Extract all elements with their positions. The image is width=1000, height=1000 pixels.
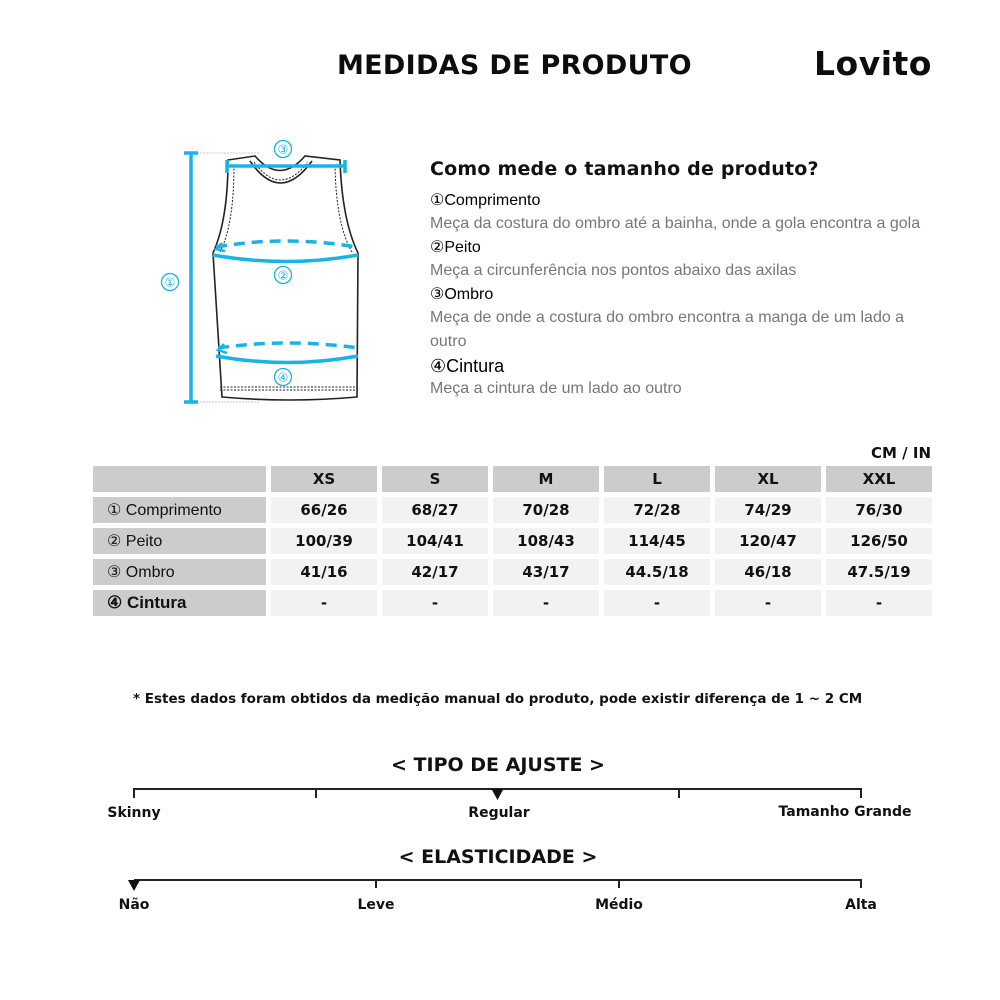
table-cell: - (604, 590, 710, 616)
row-label-length: ① Comprimento (93, 497, 266, 523)
row-label-shoulder: ③ Ombro (93, 559, 266, 585)
table-cell: 70/28 (493, 497, 599, 523)
table-cell: 41/16 (271, 559, 377, 585)
elasticity-pointer-icon (128, 880, 140, 891)
table-cell: - (715, 590, 821, 616)
elasticity-label-light: Leve (357, 897, 395, 913)
table-cell: 43/17 (493, 559, 599, 585)
table-row (93, 497, 932, 523)
how-to-measure-heading: Como mede o tamanho de produto? (430, 158, 819, 180)
marker-2: ② (277, 268, 289, 283)
table-cell: 74/29 (715, 497, 821, 523)
size-header-xl: XL (715, 466, 821, 492)
elasticity-scale-svg (100, 876, 920, 916)
fit-label-large: Tamanho Grande (778, 804, 912, 820)
table-cell: 66/26 (271, 497, 377, 523)
length-measure-line (184, 153, 198, 402)
marker-1: ① (164, 275, 176, 290)
table-cell: 72/28 (604, 497, 710, 523)
measure-label-length: ①Comprimento (430, 192, 541, 209)
table-cell: 47.5/19 (826, 559, 932, 585)
table-cell: 76/30 (826, 497, 932, 523)
elasticity-label-high: Alta (845, 897, 877, 913)
measure-desc-length: Meça da costura do ombro até a bainha, onde a gola encontra a gola (430, 215, 921, 232)
page-title: MEDIDAS DE PRODUTO (337, 50, 692, 81)
row-label-waist: ④ Cintura (93, 590, 266, 616)
table-cell: 126/50 (826, 528, 932, 554)
table-header-row (93, 466, 932, 492)
fit-type-title: < TIPO DE AJUSTE > (391, 754, 605, 776)
table-row (93, 528, 932, 554)
table-cell: 114/45 (604, 528, 710, 554)
tank-top-measurement-diagram (150, 135, 380, 410)
table-cell: - (382, 590, 488, 616)
fit-pointer-icon (492, 789, 504, 800)
size-table (93, 466, 932, 621)
size-header-xxl: XXL (826, 466, 932, 492)
table-cell: 108/43 (493, 528, 599, 554)
size-header-l: L (604, 466, 710, 492)
table-cell: 120/47 (715, 528, 821, 554)
table-cell: 42/17 (382, 559, 488, 585)
measure-label-shoulder: ③Ombro (430, 286, 494, 303)
table-cell: - (271, 590, 377, 616)
table-cell: 100/39 (271, 528, 377, 554)
size-header-s: S (382, 466, 488, 492)
table-cell: 44.5/18 (604, 559, 710, 585)
fit-type-scale (100, 785, 920, 825)
size-header-xs: XS (271, 466, 377, 492)
measure-label-waist: ④Cintura (430, 356, 505, 376)
fit-label-regular: Regular (468, 805, 530, 821)
table-cell: 104/41 (382, 528, 488, 554)
elasticity-title: < ELASTICIDADE > (398, 846, 598, 868)
table-row (93, 590, 932, 616)
brand-logo: Lovito (814, 44, 932, 83)
row-label-chest: ② Peito (93, 528, 266, 554)
elasticity-label-none: Não (118, 897, 150, 913)
size-header-m: M (493, 466, 599, 492)
measurement-note: * Estes dados foram obtidos da medição manual do produto, pode existir diferença de 1 ~ 2 CM (133, 691, 863, 707)
elasticity-label-medium: Médio (595, 897, 643, 913)
units-label: CM / IN (871, 444, 931, 462)
how-to-measure-section (430, 158, 970, 402)
fit-label-skinny: Skinny (107, 805, 161, 821)
marker-4: ④ (277, 370, 289, 385)
table-cell: 68/27 (382, 497, 488, 523)
marker-3: ③ (277, 142, 289, 157)
measure-desc-chest: Meça a circunferência nos pontos abaixo das axilas (430, 262, 797, 279)
table-row (93, 559, 932, 585)
table-cell: - (493, 590, 599, 616)
table-cell: - (826, 590, 932, 616)
measure-desc-shoulder: Meça de onde a costura do ombro encontra a manga de um lado a outro (430, 309, 905, 350)
header-corner-cell (93, 466, 266, 492)
measure-desc-waist: Meça a cintura de um lado ao outro (430, 380, 682, 397)
elasticity-scale (100, 876, 920, 916)
table-cell: 46/18 (715, 559, 821, 585)
measure-label-chest: ②Peito (430, 239, 481, 256)
